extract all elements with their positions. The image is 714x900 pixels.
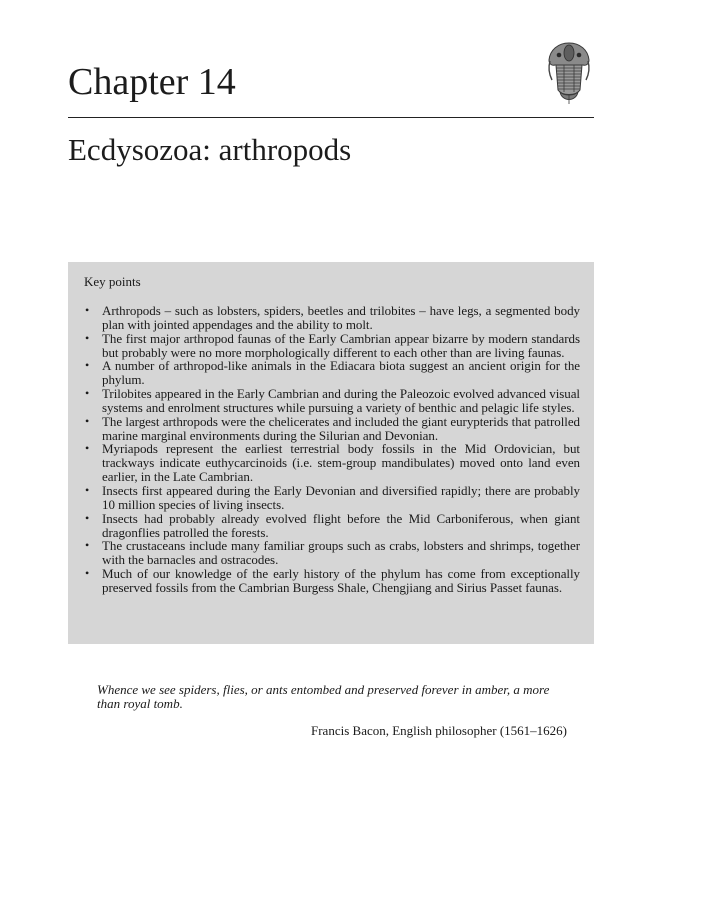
bullet-icon: • — [85, 358, 90, 373]
list-item-text: Insects had probably already evolved flight before the Mid Carboniferous, when giant dragonflies patrolled the forests. — [102, 510, 580, 540]
key-points-list — [84, 304, 580, 595]
epigraph-quote: Whence we see spiders, flies, or ants entombed and preserved forever in amber, a more than royal tomb. — [97, 682, 550, 711]
key-points-heading: Key points — [84, 274, 141, 289]
bullet-icon: • — [85, 510, 90, 525]
chapter-subtitle: Ecdysozoa: arthropods — [68, 132, 352, 167]
list-item — [84, 539, 580, 567]
chapter-title: Chapter 14 — [68, 61, 236, 103]
list-item — [84, 567, 580, 595]
list-item — [84, 484, 580, 512]
list-item-text: The first major arthropod faunas of the Early Cambrian appear bizarre by modern standards but probably were no more morphologically different to each other than are living faunas. — [102, 330, 580, 360]
list-item — [84, 359, 580, 387]
list-item-text: Arthropods – such as lobsters, spiders, beetles and trilobites – have legs, a segmented body plan with jointed appendages and the ability to molt. — [102, 303, 580, 332]
bullet-icon: • — [85, 566, 90, 581]
list-item — [84, 415, 580, 443]
bullet-icon: • — [85, 303, 90, 317]
bullet-icon: • — [85, 330, 90, 345]
trilobite-icon — [546, 40, 592, 108]
list-item — [84, 512, 580, 540]
list-item — [84, 442, 580, 484]
list-item-text: Insects first appeared during the Early Devonian and diversified rapidly; there are probably 10 million species of living insects. — [102, 482, 580, 512]
title-divider — [68, 117, 594, 118]
list-item-text: The crustaceans include many familiar groups such as crabs, lobsters and shrimps, together with the barnacles and ostracodes. — [102, 538, 580, 568]
list-item-text: The largest arthropods were the chelicerates and included the giant eurypterids that patrolled marine marginal environments during the Silurian and Devonian. — [102, 413, 580, 443]
epigraph — [97, 683, 569, 738]
list-item — [84, 332, 580, 360]
list-item-text: Myriapods represent the earliest terrestrial body fossils in the Mid Ordovician, but trackways indicate euthycarcinoids (i.e. stem-group mandibulates) moved onto land even earlier, in the Late Cambrian. — [102, 441, 580, 485]
epigraph-attribution: Francis Bacon, English philosopher (1561–1626) — [311, 723, 567, 738]
bullet-icon: • — [85, 538, 90, 553]
bullet-icon: • — [85, 386, 90, 401]
bullet-icon: • — [85, 482, 90, 497]
key-points-box — [68, 262, 594, 644]
list-item-text: Much of our knowledge of the early history of the phylum has come from exceptionally preserved fossils from the Cambrian Burgess Shale, Chengjiang and Sirius Passet faunas. — [102, 566, 580, 595]
bullet-icon: • — [85, 441, 90, 456]
list-item-text: Trilobites appeared in the Early Cambrian and during the Paleozoic evolved advanced visual systems and enrolment structures while pursuing a variety of benthic and pelagic life styles. — [102, 386, 580, 415]
list-item-text: A number of arthropod-like animals in the Ediacara biota suggest an ancient origin for the phylum. — [102, 358, 580, 388]
list-item — [84, 304, 580, 332]
list-item — [84, 387, 580, 415]
bullet-icon: • — [85, 413, 90, 428]
